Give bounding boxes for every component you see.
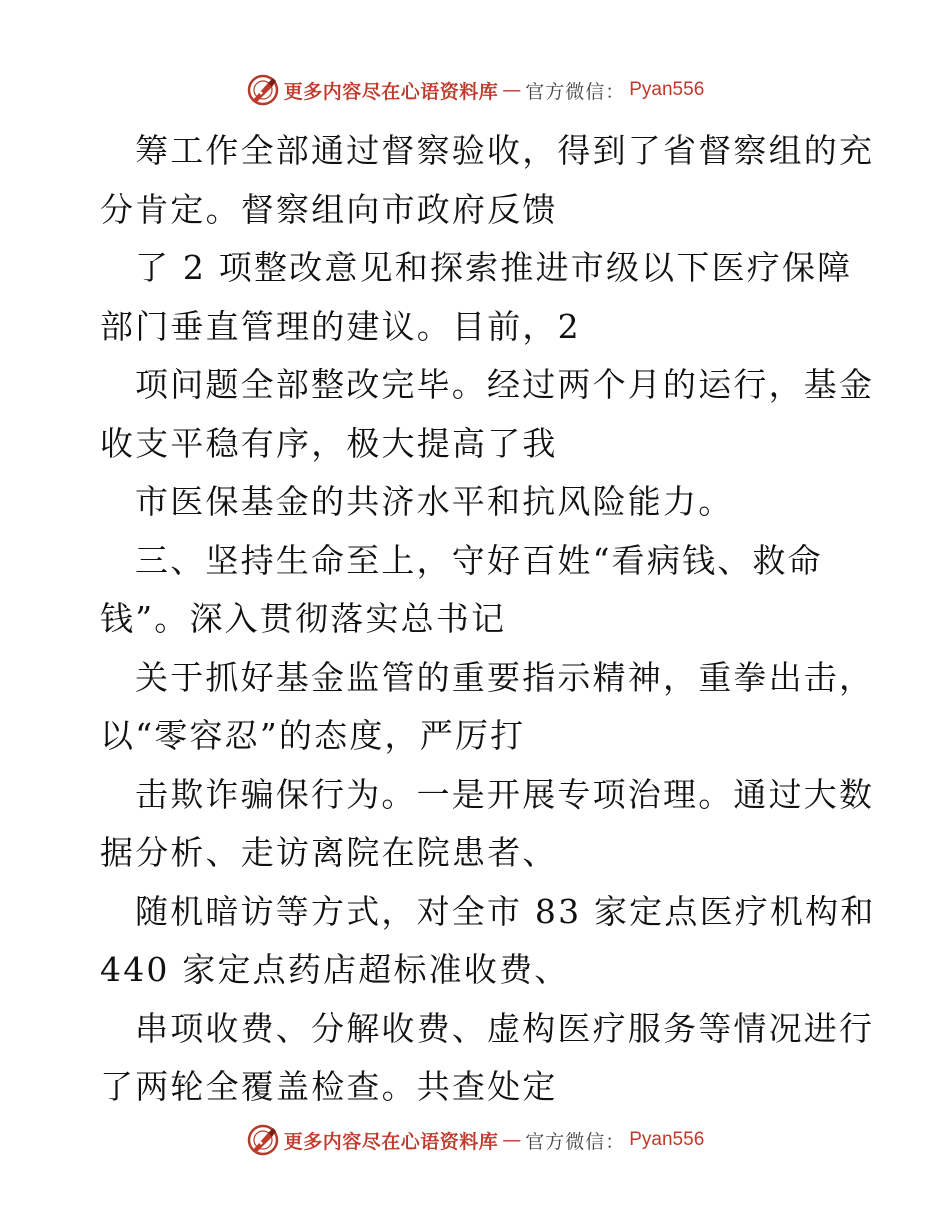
body-line: 440 家定点药店超标准收费、	[100, 950, 570, 989]
body-line: 部门垂直管理的建议。目前，2	[100, 306, 581, 346]
body-line: 收支平稳有序，极大提高了我	[100, 423, 558, 463]
watermark-separator: —	[502, 1129, 522, 1151]
body-line: 钱”。深入贯彻落实总书记	[100, 599, 507, 638]
body-line: 市医保基金的共济水平和抗风险能力。	[135, 482, 734, 521]
watermark-official-label: 官方微信：	[525, 1130, 626, 1153]
watermark-brand: 更多内容尽在心语资料库	[283, 80, 499, 103]
pen-nib-circle-icon	[246, 1123, 280, 1157]
watermark-separator: —	[502, 79, 522, 101]
body-line: 三、坚持生命至上，守好百姓“看病钱、救命	[135, 540, 823, 580]
body-line: 关于抓好基金监管的重要指示精神，重拳出击，	[135, 657, 875, 697]
body-line: 了两轮全覆盖检查。共查处定	[100, 1067, 558, 1106]
footer-watermark	[0, 1120, 950, 1160]
body-line: 据分析、走访离院在院患者、	[100, 833, 558, 872]
pen-nib-circle-icon	[246, 73, 280, 107]
body-line: 筹工作全部通过督察验收，得到了省督察组的充	[135, 131, 875, 170]
body-line: 串项收费、分解收费、虚构医疗服务等情况进行	[135, 1008, 875, 1048]
watermark-wechat-id: Pyan556	[629, 1129, 705, 1150]
body-line: 项问题全部整改完毕。经过两个月的运行，基金	[135, 365, 875, 404]
watermark-wechat-id: Pyan556	[629, 79, 705, 100]
body-line: 了 2 项整改意见和探索推进市级以下医疗保障	[135, 248, 853, 287]
body-line: 随机暗访等方式，对全市 83 家定点医疗机构和	[135, 891, 876, 931]
document-body	[100, 122, 876, 1117]
body-line: 以“零容忍”的态度，严厉打	[100, 716, 526, 755]
body-line: 击欺诈骗保行为。一是开展专项治理。通过大数	[135, 774, 875, 814]
watermark-official-label: 官方微信：	[525, 80, 626, 103]
watermark-brand: 更多内容尽在心语资料库	[283, 1130, 499, 1153]
body-line: 分肯定。督察组向市政府反馈	[100, 189, 558, 229]
header-watermark	[0, 70, 950, 110]
